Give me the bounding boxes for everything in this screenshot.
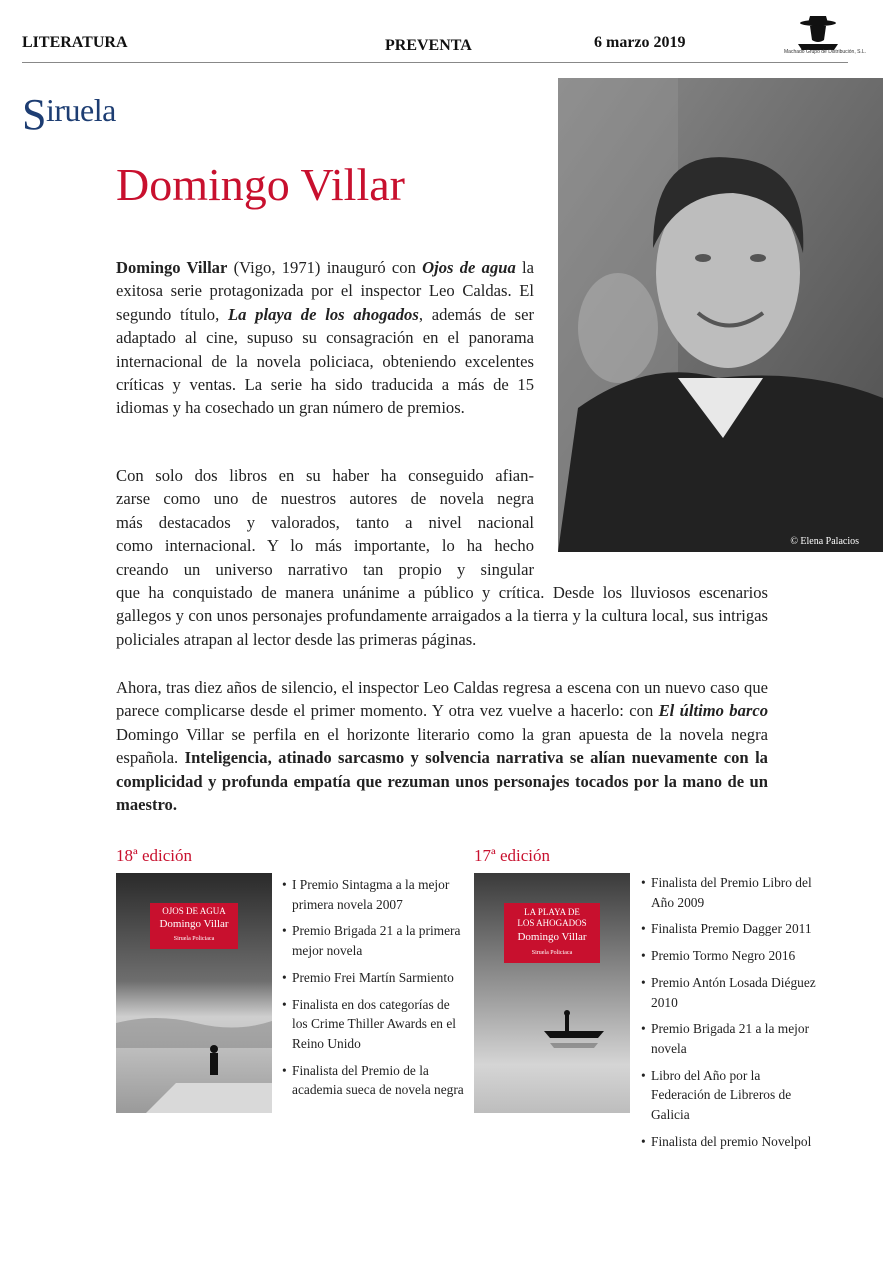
bio-paragraph-3: Ahora, tras diez años de silencio, el inspector Leo Caldas regresa a escena con un nuevo caso que parece complicarse desde el primer momento. Y otra vez vuelve a hacerlo: con El último barco Domingo Villar se perfila en el horizonte literario como la gran apuesta de la novela negra española. Inteligencia, atinado sarcasmo y solvencia narrativa se alían nuevamente con la complicidad y profunda empatía que rezuman unos personajes tocados por la mano de un maestro. bbox=[116, 678, 768, 815]
publisher-name-rest: iruela bbox=[45, 92, 116, 128]
publisher-initial: S bbox=[22, 90, 46, 139]
book-title-ultimo-barco: El último barco bbox=[658, 701, 768, 721]
award-item: • Premio Brigada 21 a la primera mejor novela bbox=[282, 921, 464, 960]
award-item: • Finalista del Premio Libro del Año 2009 bbox=[641, 873, 821, 912]
photo-credit: © Elena Palacios bbox=[790, 536, 859, 547]
book-title-playa: La playa de los ahogados bbox=[228, 304, 419, 324]
cover-title: LA PLAYA DE LOS AHOGADOS bbox=[517, 907, 587, 928]
header-divider bbox=[22, 62, 848, 63]
award-item: • I Premio Sintagma a la mejor primera novela 2007 bbox=[282, 875, 464, 914]
hat-man-icon bbox=[784, 14, 852, 50]
cover-series: Siruela Policiaca bbox=[173, 936, 215, 942]
cover-author: Domingo Villar bbox=[159, 918, 229, 930]
bio-highlight: Inteligencia, atinado sarcasmo y solvencia narrativa se alían nuevamente con la complicidad y profunda empatía que rezuman unos personajes tocados por la mano de un maestro. bbox=[116, 748, 768, 815]
award-item: • Finalista del Premio de la academia sueca de novela negra bbox=[282, 1061, 464, 1100]
award-item: • Premio Frei Martín Sarmiento bbox=[282, 968, 464, 988]
award-item: • Libro del Año por la Federación de Libreros de Galicia bbox=[641, 1066, 821, 1125]
award-item: • Finalista del premio Novelpol bbox=[641, 1132, 821, 1152]
publisher-logo bbox=[22, 92, 116, 137]
award-item: • Finalista Premio Dagger 2011 bbox=[641, 919, 821, 939]
author-name: Domingo Villar bbox=[116, 159, 405, 210]
cover-title: OJOS DE AGUA bbox=[162, 906, 226, 916]
book-cover-ojos-de-agua bbox=[116, 873, 272, 1113]
cover-author: Domingo Villar bbox=[517, 931, 587, 943]
distributor-name: Machado Grupo de Distribución, S.L. bbox=[784, 49, 866, 55]
cover-series: Siruela Policiaca bbox=[531, 950, 573, 956]
award-item: • Premio Brigada 21 a la mejor novela bbox=[641, 1019, 821, 1058]
release-date: 6 marzo 2019 bbox=[594, 34, 686, 51]
bio-paragraph-2: Con solo dos libros en su haber ha conseguido afian- zarse como uno de nuestros autores de novela negra más destacados y valorados, tanto a nivel nacional como internacional. Y lo más importante, lo ha hecho creando un universo narrativo tan propio y singular que ha conquistado de manera unánime a público y crítica. Desde los lluviosos escenarios gallegos y con unos personajes profundamente arraigados a la tierra y la cultura local, sus intrigas policiales atrapan al lector desde las primeras páginas. bbox=[116, 466, 768, 649]
awards-list-book-2 bbox=[641, 873, 821, 1158]
award-item: • Finalista en dos categorías de los Crime Thiller Awards en el Reino Unido bbox=[282, 995, 464, 1054]
bio-paragraph-1: Domingo Villar (Vigo, 1971) inauguró con Ojos de agua la exitosa serie protagonizada por el inspector Leo Caldas. El segundo título, La playa de los ahogados, además de ser adaptado al cine, supuso su consagración en el panorama internacional de la novela policiaca, obteniendo excelentes críticas y ventas. La serie ha sido traducida a más de 15 idiomas y ha cosechado un gran número de premios. bbox=[116, 258, 535, 418]
distributor-logo bbox=[784, 14, 866, 60]
book-cover-la-playa bbox=[474, 873, 630, 1113]
book-title-ojos: Ojos de agua bbox=[422, 258, 516, 277]
edition-label-book-1: 18ª edición bbox=[116, 846, 192, 865]
award-item: • Premio Antón Losada Diéguez 2010 bbox=[641, 973, 821, 1012]
edition-label-book-2: 17ª edición bbox=[474, 846, 550, 865]
status-label: PREVENTA bbox=[385, 37, 472, 54]
bio-author-name: Domingo Villar bbox=[116, 258, 228, 277]
awards-list-book-1 bbox=[282, 875, 464, 1107]
section-label: LITERATURA bbox=[22, 34, 128, 51]
award-item: • Premio Tormo Negro 2016 bbox=[641, 946, 821, 966]
